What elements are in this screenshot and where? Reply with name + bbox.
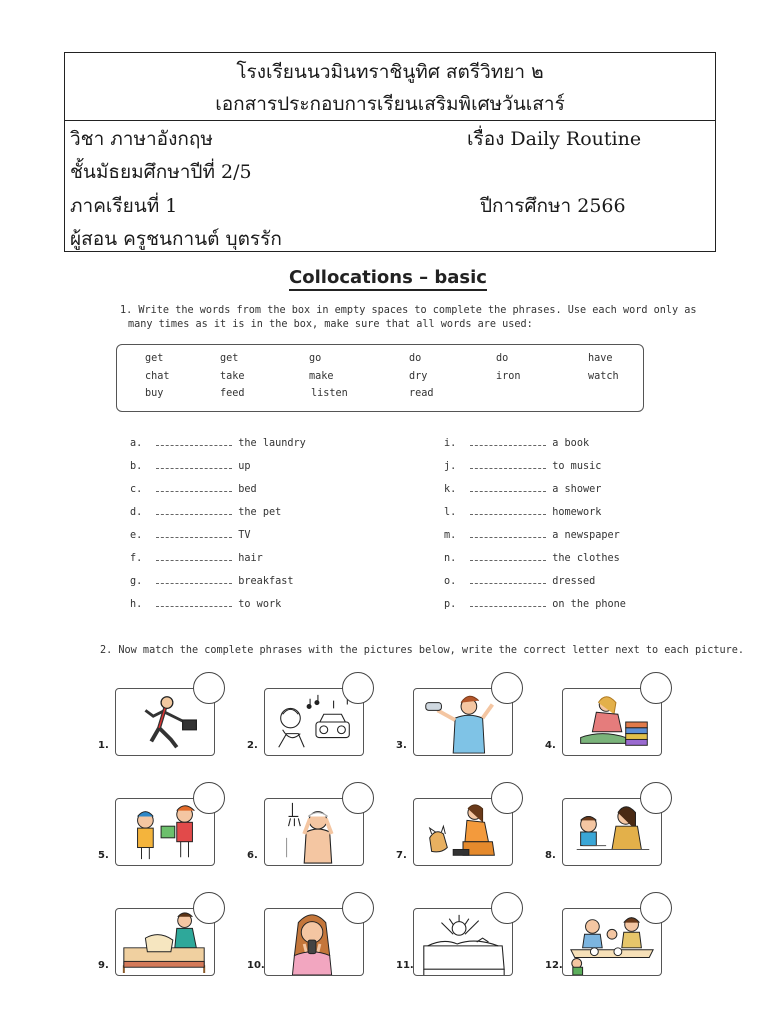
exercise1-instruction-2: many times as it is in the box, make sure that all words are used: [128, 319, 533, 330]
header-top [65, 53, 715, 121]
phrase-item [444, 436, 589, 449]
word-box-word: buy [145, 388, 164, 399]
phrase-letter: o. [444, 576, 457, 587]
answer-circle[interactable] [342, 672, 374, 704]
phrase-letter: e. [130, 530, 143, 541]
picture-number: 6. [247, 850, 258, 861]
answer-blank[interactable] [470, 436, 546, 446]
word-box-word: dry [409, 371, 428, 382]
word-box-word: read [409, 388, 434, 399]
answer-blank[interactable] [156, 505, 232, 515]
phrase-letter: j. [444, 461, 457, 472]
answer-circle[interactable] [193, 782, 225, 814]
exercise2-instruction: 2. Now match the complete phrases with the pictures below, write the correct letter next to each picture. [100, 645, 745, 656]
phrase-text: homework [552, 507, 602, 518]
word-box-word: take [220, 371, 245, 382]
document-title: เอกสารประกอบการเรียนเสริมพิเศษวันเสาร์ [215, 93, 565, 115]
answer-circle[interactable] [491, 892, 523, 924]
answer-circle[interactable] [491, 782, 523, 814]
picture-number: 10. [247, 960, 265, 971]
phrase-item [444, 528, 620, 541]
word-box-word: watch [588, 371, 619, 382]
phrase-letter: l. [444, 507, 457, 518]
phrase-letter: f. [130, 553, 143, 564]
teacher-label: ผู้สอน ครูชนกานต์ บุตรรัก [70, 228, 282, 250]
answer-circle[interactable] [640, 782, 672, 814]
phrase-text: breakfast [238, 576, 294, 587]
phrase-letter: i. [444, 438, 457, 449]
phrase-item [130, 597, 281, 610]
answer-blank[interactable] [470, 482, 546, 492]
picture-number: 3. [396, 740, 407, 751]
picture-number: 8. [545, 850, 556, 861]
answer-circle[interactable] [342, 782, 374, 814]
phrase-letter: k. [444, 484, 457, 495]
word-box-word: have [588, 353, 613, 364]
phrase-letter: p. [444, 599, 457, 610]
picture-number: 4. [545, 740, 556, 751]
phrase-letter: a. [130, 438, 143, 449]
phrase-text: TV [238, 530, 251, 541]
answer-blank[interactable] [156, 574, 232, 584]
phrase-item [444, 574, 595, 587]
phrase-text: the laundry [238, 438, 306, 449]
phrase-text: up [238, 461, 251, 472]
exercise1-instruction-1: 1. Write the words from the box in empty spaces to complete the phrases. Use each word only as [120, 305, 697, 316]
phrase-item [130, 505, 281, 518]
answer-blank[interactable] [470, 551, 546, 561]
phrase-letter: n. [444, 553, 457, 564]
picture-number: 9. [98, 960, 109, 971]
picture-number: 1. [98, 740, 109, 751]
word-box-word: do [409, 353, 422, 364]
word-box-word: get [145, 353, 164, 364]
phrase-item [444, 505, 601, 518]
phrase-item [444, 482, 601, 495]
phrase-item [444, 597, 626, 610]
topic-label: เรื่อง Daily Routine [467, 128, 642, 150]
word-box-word: get [220, 353, 239, 364]
word-box-word: iron [496, 371, 521, 382]
picture-number: 12. [545, 960, 563, 971]
answer-blank[interactable] [470, 459, 546, 469]
answer-blank[interactable] [156, 528, 232, 538]
phrase-text: dressed [552, 576, 596, 587]
answer-blank[interactable] [470, 505, 546, 515]
picture-number: 5. [98, 850, 109, 861]
school-name: โรงเรียนนวมินทราชินูทิศ สตรีวิทยา ๒ [236, 61, 544, 83]
phrase-text: to music [552, 461, 602, 472]
word-box-word: listen [311, 388, 348, 399]
answer-blank[interactable] [156, 436, 232, 446]
picture-number: 11. [396, 960, 414, 971]
phrase-item [444, 551, 620, 564]
answer-blank[interactable] [156, 551, 232, 561]
phrase-text: bed [238, 484, 257, 495]
answer-blank[interactable] [156, 597, 232, 607]
phrase-text: a newspaper [552, 530, 620, 541]
grade-label: ชั้นมัธยมศึกษาปีที่ 2/5 [70, 161, 252, 183]
phrase-text: the pet [238, 507, 282, 518]
picture-number: 7. [396, 850, 407, 861]
word-box-word: go [309, 353, 322, 364]
subject-label: วิชา ภาษาอังกฤษ [70, 128, 213, 150]
answer-blank[interactable] [470, 528, 546, 538]
answer-circle[interactable] [640, 892, 672, 924]
phrase-text: the clothes [552, 553, 620, 564]
answer-circle[interactable] [491, 672, 523, 704]
phrase-item [130, 528, 251, 541]
word-box-word: make [309, 371, 334, 382]
answer-circle[interactable] [193, 672, 225, 704]
phrase-item [130, 574, 293, 587]
answer-blank[interactable] [156, 482, 232, 492]
phrase-item [130, 551, 263, 564]
phrase-text: hair [238, 553, 263, 564]
phrase-letter: h. [130, 599, 143, 610]
year-label: ปีการศึกษา 2566 [480, 195, 626, 217]
phrase-text: a shower [552, 484, 602, 495]
worksheet-title-text: Collocations – basic [289, 267, 487, 291]
picture-number: 2. [247, 740, 258, 751]
word-box [116, 344, 644, 412]
semester-label: ภาคเรียนที่ 1 [70, 195, 178, 217]
word-box-word: feed [220, 388, 245, 399]
phrase-item [130, 436, 306, 449]
word-box-word: chat [145, 371, 170, 382]
answer-blank[interactable] [156, 459, 232, 469]
worksheet-title [0, 267, 768, 288]
phrase-item [444, 459, 601, 472]
answer-circle[interactable] [193, 892, 225, 924]
answer-circle[interactable] [342, 892, 374, 924]
phrase-text: on the phone [552, 599, 626, 610]
answer-blank[interactable] [470, 574, 546, 584]
answer-blank[interactable] [470, 597, 546, 607]
phrase-item [130, 459, 251, 472]
word-box-word: do [496, 353, 509, 364]
phrase-text: a book [552, 438, 590, 449]
answer-circle[interactable] [640, 672, 672, 704]
phrase-letter: g. [130, 576, 143, 587]
phrase-text: to work [238, 599, 282, 610]
phrase-item [130, 482, 257, 495]
phrase-letter: c. [130, 484, 143, 495]
phrase-letter: d. [130, 507, 143, 518]
phrase-letter: m. [444, 530, 457, 541]
phrase-letter: b. [130, 461, 143, 472]
